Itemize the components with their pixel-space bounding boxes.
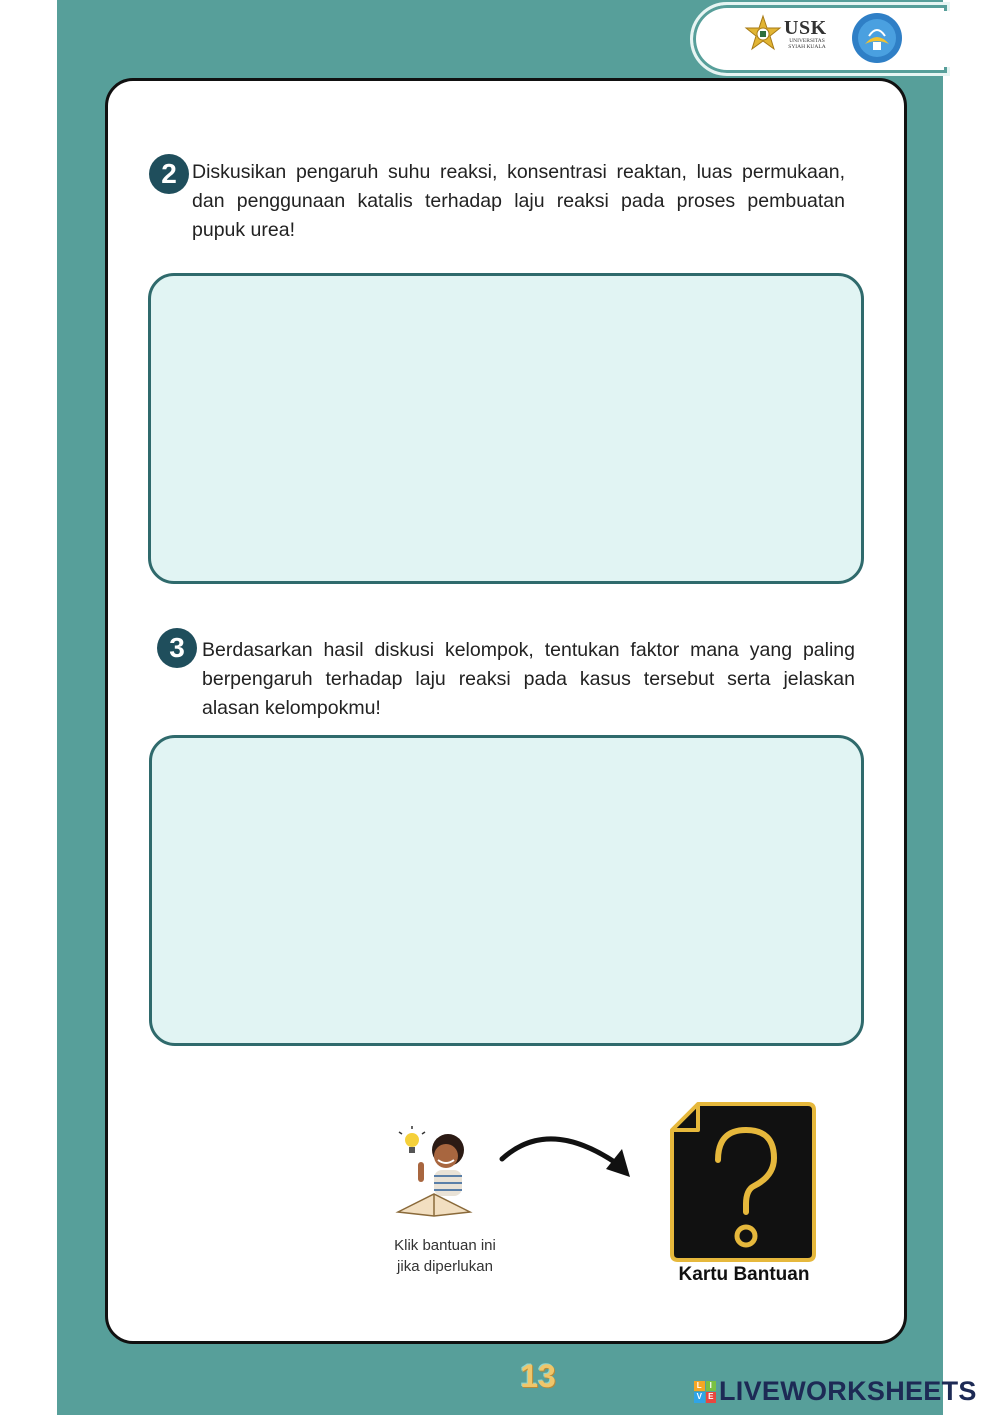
page-number: 13 xyxy=(520,1358,556,1394)
usk-emblem-icon xyxy=(742,14,784,56)
question-2-number: 2 xyxy=(149,154,189,194)
liveworksheets-grid-icon xyxy=(694,1381,716,1403)
student-reading-icon xyxy=(388,1126,480,1218)
question-3-answer-box[interactable] xyxy=(149,735,864,1046)
liveworksheets-logo[interactable] xyxy=(694,1376,977,1407)
help-card-label[interactable]: Kartu Bantuan xyxy=(678,1264,810,1285)
usk-name-line2: SYIAH KUALA xyxy=(788,44,826,50)
arrow-right-icon xyxy=(498,1125,638,1185)
usk-name-line1: UNIVERSITAS xyxy=(789,38,825,44)
question-2-text: Diskusikan pengaruh suhu reaksi, konsentrasi reaktan, luas permukaan, dan penggunaan katalis terhadap laju reaksi pada proses pembuatan pupuk urea! xyxy=(192,161,845,241)
lw-grid-letter: E xyxy=(706,1392,717,1403)
liveworksheets-brand: LIVEWORKSHEETS xyxy=(719,1376,977,1406)
usk-wordmark xyxy=(784,18,830,50)
help-caption-line2: jika diperlukan xyxy=(397,1258,493,1275)
tut-wuri-handayani-icon xyxy=(851,12,903,64)
question-3-text: Berdasarkan hasil diskusi kelompok, tentukan faktor mana yang paling berpengaruh terhadap laju reaksi pada kasus tersebut serta jelaskan alasan kelompokmu! xyxy=(202,639,855,719)
question-3-number: 3 xyxy=(157,628,197,668)
help-caption xyxy=(370,1235,520,1277)
lw-grid-letter: I xyxy=(706,1381,717,1392)
question-card-icon[interactable] xyxy=(668,1100,818,1264)
usk-abbr: USK xyxy=(784,17,827,39)
help-caption-line1: Klik bantuan ini xyxy=(394,1237,496,1254)
lw-grid-letter: L xyxy=(694,1381,705,1392)
question-2-answer-box[interactable] xyxy=(148,273,864,584)
lw-grid-letter: V xyxy=(694,1392,705,1403)
